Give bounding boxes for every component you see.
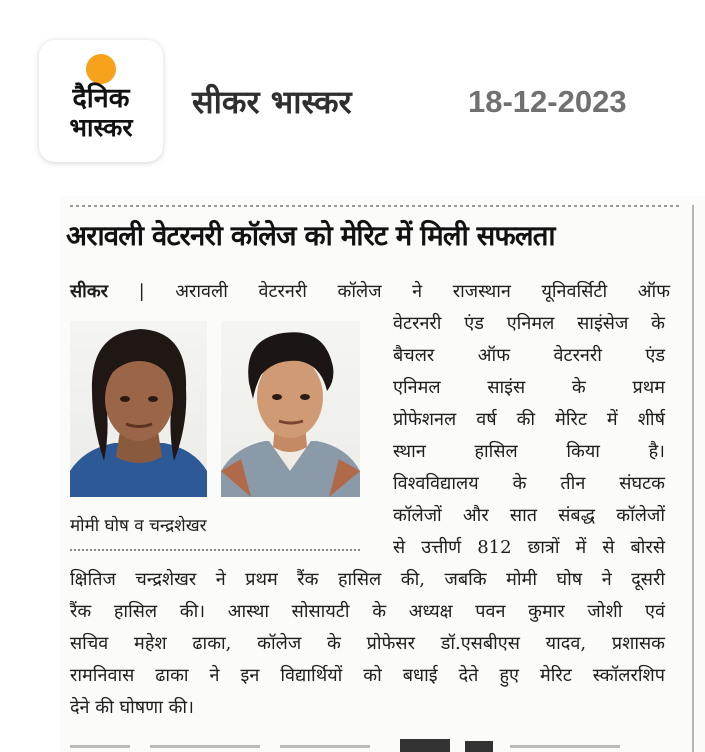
article-line-6: स्थान हासिल किया है।: [393, 441, 665, 462]
article-line-3: बैचलर ऑफ वेटरनरी एंड: [393, 345, 665, 366]
article-line-7: विश्वविद्यालय के तीन संघटक: [393, 473, 665, 494]
article-line-8: कॉलेजों और सात संबद्ध कॉलेजों: [393, 505, 665, 526]
dainik-bhaskar-logo: [39, 40, 163, 162]
photo-momi-ghosh: [70, 321, 207, 497]
dateline: सीकर: [70, 281, 109, 302]
column-divider: [692, 205, 694, 752]
article-line-9: से उत्तीर्ण 812 छात्रों में से बोरसे: [393, 537, 665, 558]
source-title: सीकर भास्कर: [192, 83, 352, 121]
publish-date: 18-12-2023: [468, 84, 627, 119]
photo-chandrashekhar: [221, 321, 360, 497]
article-line-11: रैंक हासिल की। आस्था सोसायटी के अध्यक्ष पवन कुमार जोशी एवं: [70, 601, 665, 622]
logo-text-line1: दैनिक: [72, 83, 130, 114]
article-line-14: देने की घोषणा की।: [70, 697, 194, 718]
article-line-10: क्षितिज चन्द्रशेखर ने प्रथम रैंक हासिल की, जबकि मोमी घोष ने दूसरी: [70, 569, 665, 590]
article-line-1: [70, 276, 670, 308]
next-article-fragment: [70, 738, 630, 752]
article-line-12: सचिव महेश ढाका, कॉलेज के प्रोफेसर डॉ.एसबीएस यादव, प्रशासक: [70, 633, 665, 654]
article-line-5: प्रोफेशनल वर्ष की मेरिट में शीर्ष: [393, 409, 665, 430]
portrait-boy-image: [221, 321, 360, 497]
article-line-13: रामनिवास ढाका ने इन विद्यार्थियों को बधाई देते हुए मेरिट स्कॉलरशिप: [70, 665, 665, 686]
sun-logo-icon: [86, 54, 116, 84]
portrait-girl-image: [70, 321, 207, 497]
photo-caption: मोमी घोष व चन्द्रशेखर: [70, 516, 207, 536]
logo-text-line2: भास्कर: [69, 113, 133, 142]
article-line-1-text: | अरावली वेटरनरी कॉलेज ने राजस्थान यूनिवर्सिटी ऑफ: [138, 281, 670, 302]
article-headline: अरावली वेटरनरी कॉलेज को मेरिट में मिली सफलता: [66, 220, 555, 252]
caption-divider: [70, 549, 360, 551]
top-divider: [70, 205, 680, 207]
article-line-2: वेटरनरी एंड एनिमल साइंसेज के: [393, 313, 665, 334]
article-line-4: एनिमल साइंस के प्रथम: [393, 377, 665, 398]
cut-off-text-fragment: [70, 739, 630, 752]
